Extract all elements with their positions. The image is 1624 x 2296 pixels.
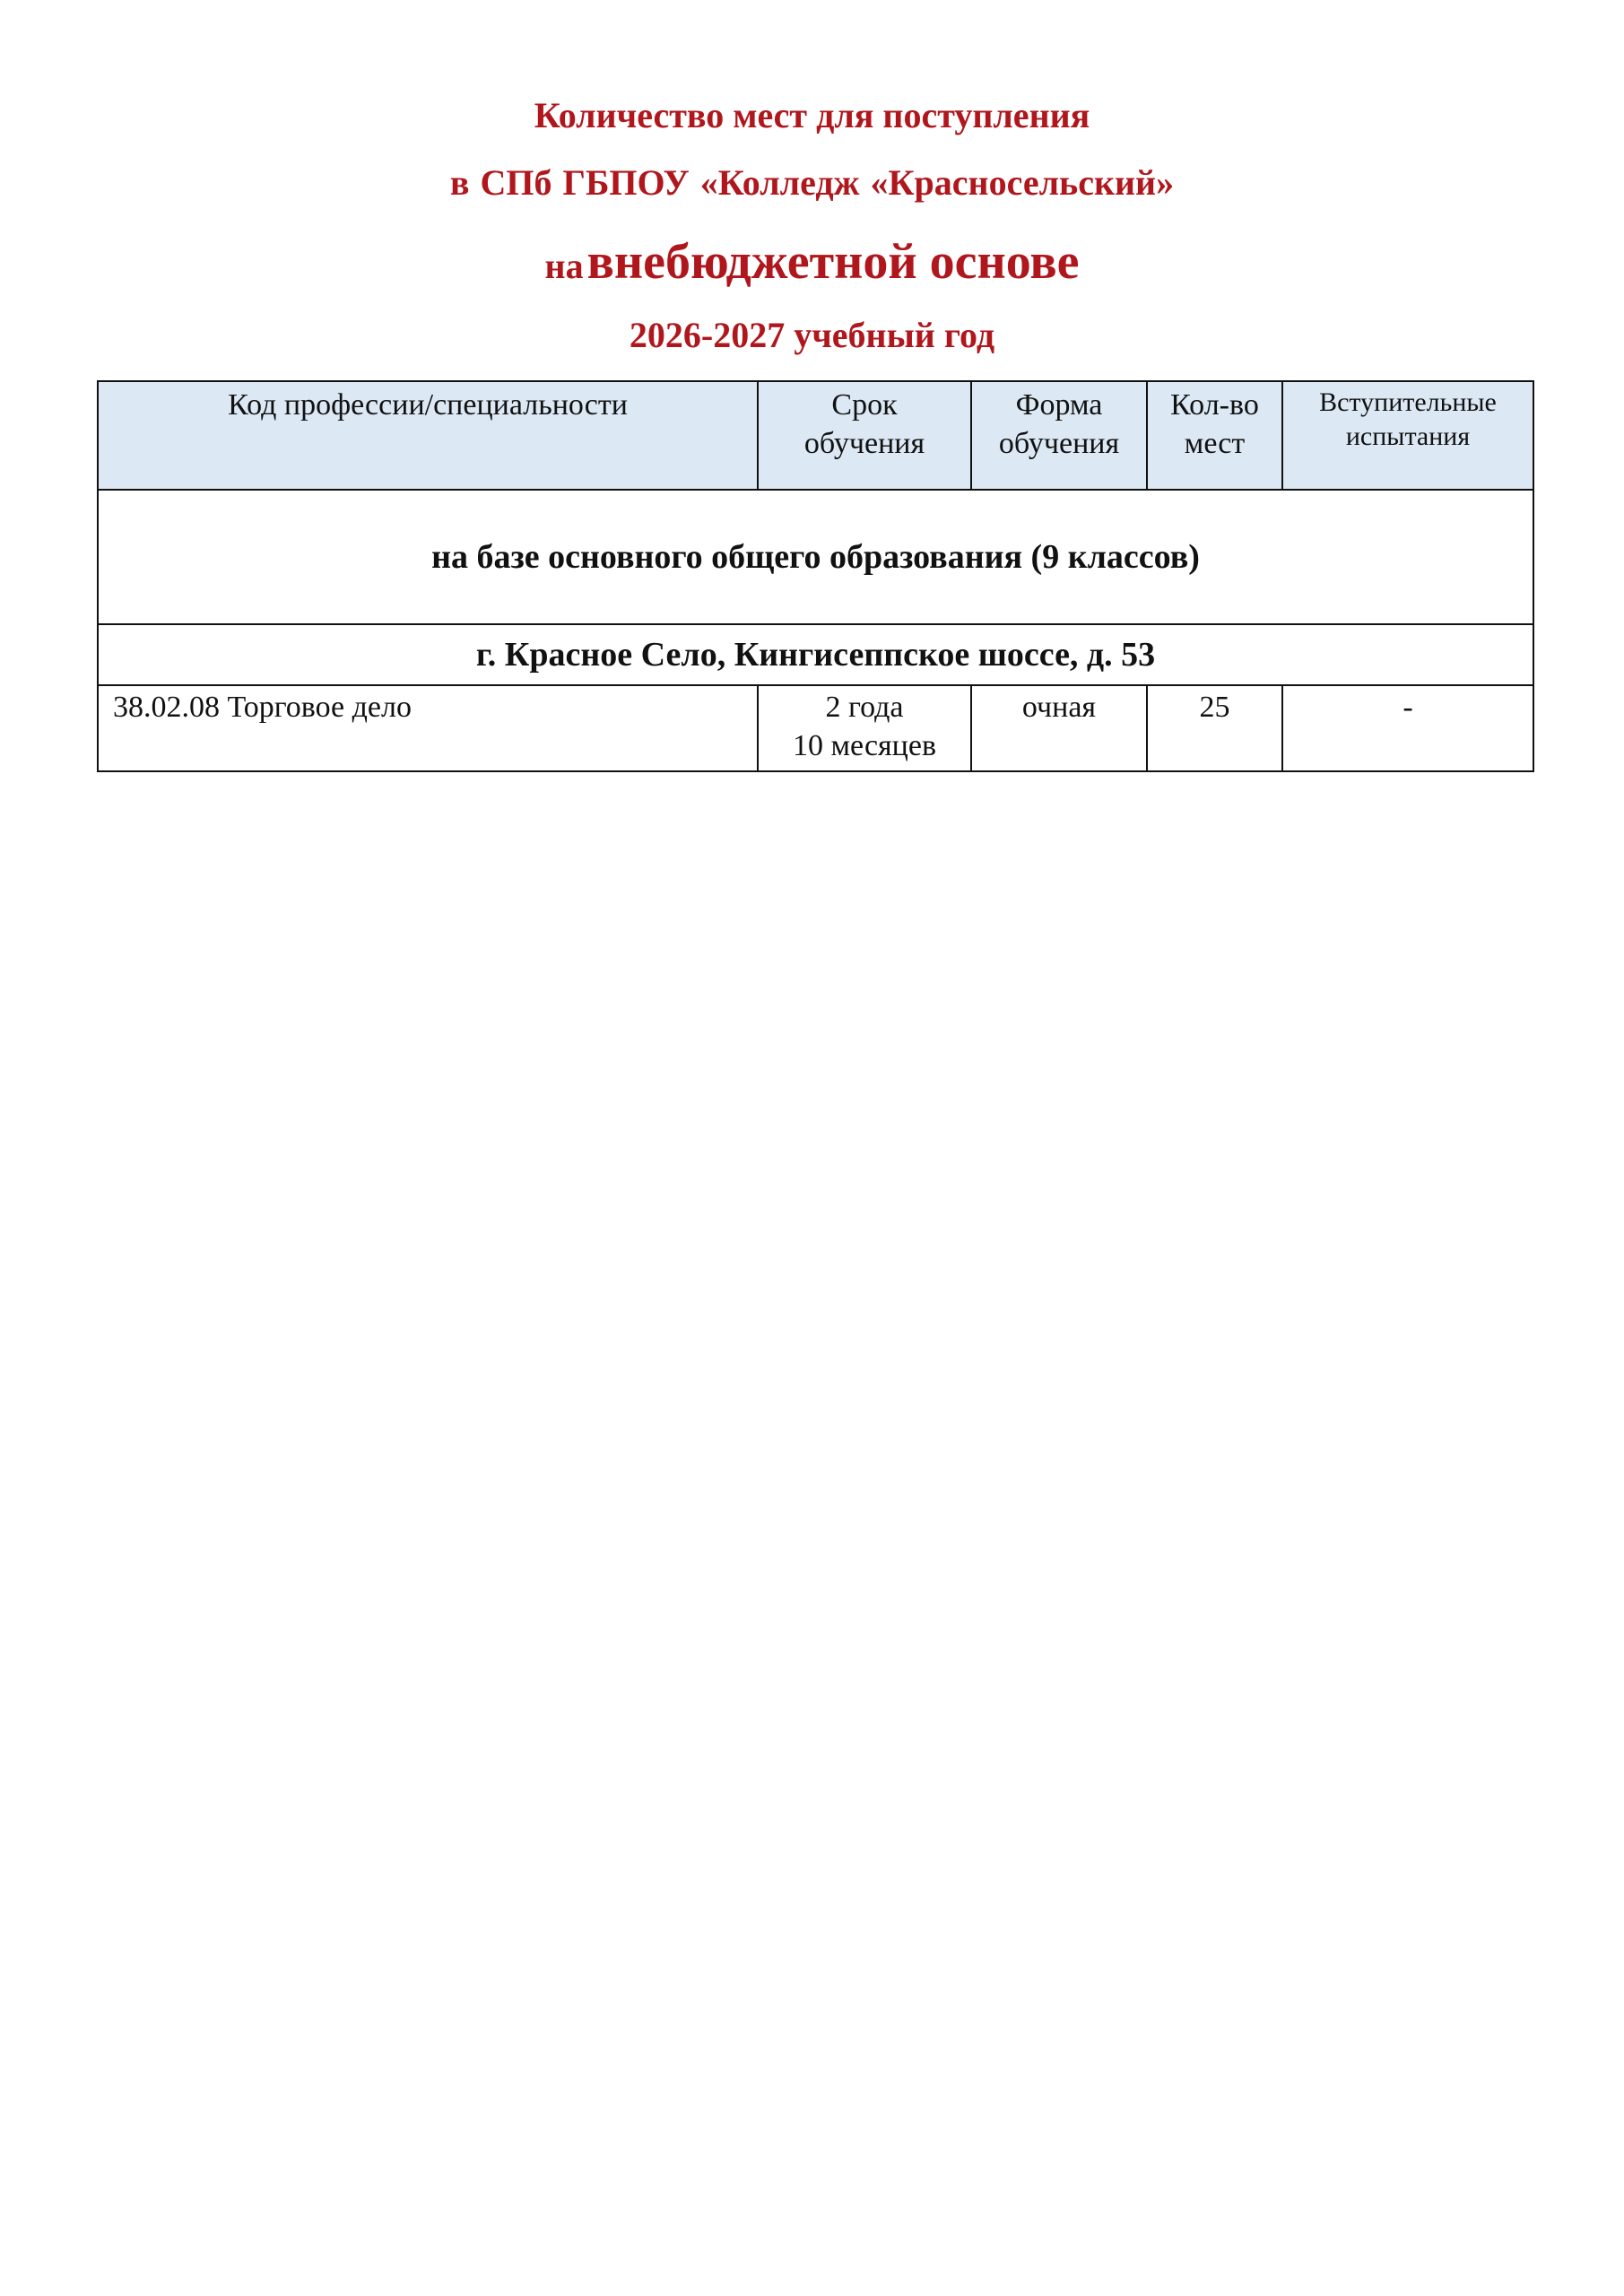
table-header-row: [98, 381, 1533, 490]
section-base-education-label: на базе основного общего образования (9 классов): [98, 490, 1533, 624]
title-line-3: [0, 233, 1624, 291]
title-line-1: Количество мест для поступления: [534, 95, 1090, 135]
header-exams: Вступительные испытания: [1282, 381, 1533, 490]
cell-places: 25: [1147, 685, 1282, 771]
title-line-3-prefix: на: [544, 246, 584, 286]
section-address: [98, 624, 1533, 685]
table-row: [98, 685, 1533, 771]
cell-code: 38.02.08 Торговое дело: [98, 685, 758, 771]
title-line-3-emphasis: внебюджетной основе: [586, 234, 1080, 290]
header-duration: Срок обучения: [758, 381, 971, 490]
cell-form: очная: [971, 685, 1147, 771]
title-academic-year: 2026-2027 учебный год: [629, 315, 995, 355]
section-base-education: [98, 490, 1533, 624]
section-address-label: г. Красное Село, Кингисеппское шоссе, д. 53: [98, 624, 1533, 685]
cell-duration: 2 года 10 месяцев: [758, 685, 971, 771]
admission-table: [97, 380, 1534, 772]
title-line-2: в СПб ГБПОУ «Колледж «Красносельский»: [449, 162, 1175, 203]
header-form: Форма обучения: [971, 381, 1147, 490]
cell-exams: -: [1282, 685, 1533, 771]
header-places: Кол-во мест: [1147, 381, 1282, 490]
header-code: Код профессии/специальности: [98, 381, 758, 490]
